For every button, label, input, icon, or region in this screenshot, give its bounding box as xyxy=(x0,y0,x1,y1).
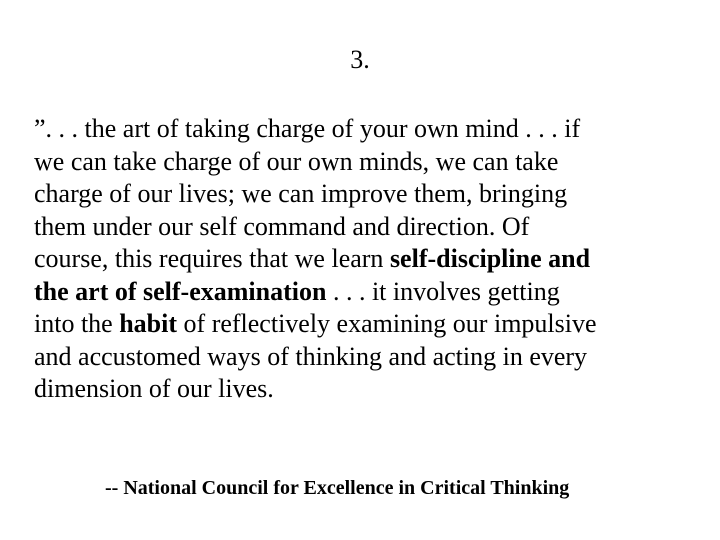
quote-line: and accustomed ways of thinking and acting in every xyxy=(34,341,588,371)
quote-line: ”. . . the art of taking charge of your own mind . . . if xyxy=(34,114,581,143)
attribution: -- National Council for Excellence in Critical Thinking xyxy=(105,477,570,499)
quote-line: into the habit of reflectively examining our impulsive xyxy=(34,309,597,338)
quote-line: them under our self command and direction. Of xyxy=(34,211,530,241)
quote-text xyxy=(34,113,694,406)
emphasis-habit: habit xyxy=(119,309,178,338)
quote-line: course, this requires that we learn self-discipline and xyxy=(34,244,591,273)
quote-line: dimension of our lives. xyxy=(34,374,274,403)
slide-number: 3. xyxy=(350,45,370,74)
quote-line: charge of our lives; we can improve them, bringing xyxy=(34,179,568,208)
quote-line: we can take charge of our own minds, we can take xyxy=(34,146,559,176)
quote-line: the art of self-examination . . . it involves getting xyxy=(34,276,560,306)
emphasis-self-examination: the art of self-examination xyxy=(34,276,327,306)
emphasis-self-discipline: self-discipline and xyxy=(389,244,591,273)
